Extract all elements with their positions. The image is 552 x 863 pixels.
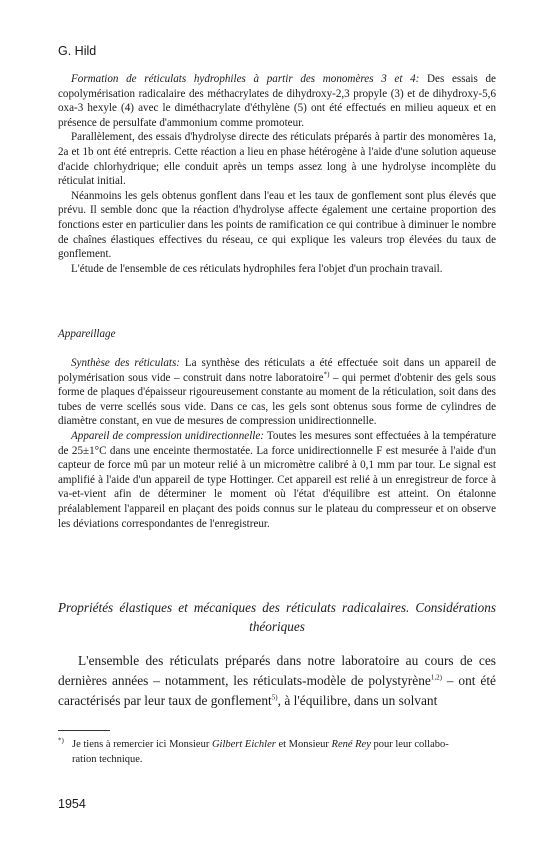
section-title-line-1: Propriétés élastiques et mécaniques des réticulats radicalaires. Considérations [58,600,496,615]
footnote-reference-mark: *) [323,369,330,378]
paragraph-formation-text: Des essais de copolymérisation radicalaire des méthacrylates de dihydroxy-2,3 propyle (3) et de dihydroxy-5,6 oxa-3 hexyle (4) avec le diméthacrylate d'éthylène (5) ont été effectués en milieu aqueux et en présence de persulfate d'ammonium comme promoteur. [58,73,496,129]
citation-ref-1-2: 1,2) [430,673,442,682]
paragraph-formation-title: Formation de réticulats hydrophiles à partir des monomères 3 et 4: [71,73,420,85]
footnote-text-3: pour leur collabo- [370,739,449,750]
footnote-text-4: ration technique. [72,753,143,765]
footnote-name-1: Gilbert Eichler [211,739,276,750]
footnote-mark: *) [58,736,64,745]
paragraph-formation [58,72,496,130]
apparatus-heading: Appareillage [58,328,116,340]
body-text-2: – ont été caractérisés par leur taux de gonflement [58,673,496,708]
paragraph-hydrolysis: Parallèlement, des essais d'hydrolyse directe des réticulats préparés à partir des monomères 1a, 2a et 1b ont été entrepris. Cette réaction a lieu en phase hétérogène à l'aide d'une solution aqueuse d'acide chlorhydrique; elle conduit après un temps assez long à une hydrolyse incomplète du réticulat initial. [58,131,496,188]
footnote [58,738,496,767]
paragraph-compression [58,429,496,531]
body-text [58,651,496,711]
paragraph-networks-characterized [58,651,496,711]
footnote-name-2: René Rey [331,739,371,750]
paragraph-synthesis-title: Synthèse des réticulats: [71,357,180,369]
apparatus-body [58,356,496,531]
section-title-line-2: théoriques [249,619,305,634]
footnote-text-2: et Monsieur [275,739,332,750]
paragraph-future-work: L'étude de l'ensemble de ces réticulats hydrophiles fera l'objet d'un prochain travail. [71,262,443,275]
paragraph-compression-title: Appareil de compression unidirectionnelle: [71,429,264,442]
paragraph-synthesis-text: La synthèse des réticulats a été effectuée soit dans un appareil de polymérisation sous vide – construit dans notre laboratoire [58,357,497,384]
paragraph-synthesis [58,356,496,429]
paragraph-compression-text: Toutes les mesures sont effectuées à la température de 25±1°C dans une enceinte thermostatée. La force unidirectionnelle F est mesurée à l'aide d'un capteur de force mû par un moteur relié à un micromètre calibré à 0,1 mm par tour. Le signal est amplifié à l'aide d'un appareil de type Hottinger. Cet appareil est relié à un enregistreur de force à va-et-vient afin de déterminer le moment où l'état d'équilibre est atteint. On étalonne préalablement l'appareil en plaçant des poids connus sur le plateau du compresseur et on observe les déviations correspondantes de l'enregistreur. [58,429,496,530]
running-header-author: G. Hild [58,44,97,58]
body-text-1: L'ensemble des réticulats préparés dans notre laboratoire au cours de ces dernières années – notamment, les réticulats-modèle de polystyrène [58,653,496,688]
paragraph-synthesis-text-2: – qui permet d'obtenir des gels sous forme de plaques d'épaisseur rigoureusement constante au moment de la réticulation, soit dans des tubes de verre scellés sous vide. Dans ce cas, les gels sont obtenus sous forme de cylindres de diamètre constant, en vue de mesures de compression unidirectionnelle. [58,371,497,428]
paragraph-swelling: Néanmoins les gels obtenus gonflent dans l'eau et les taux de gonflement sont plus élevés que prévu. Il semble donc que la réaction d'hydrolyse affecte également une certaine proportion des fonctions ester en particulier dans les points de ramification ce qui contribue à diminuer le nombre de chaînes élastiques effectives du réseau, ce qui explique les valeurs trop élevées du taux de gonflement. [58,189,496,261]
footnote-text-1: Je tiens à remercier ici Monsieur [72,739,212,750]
footnote-rule [58,730,110,731]
apparatus-section [58,327,496,342]
hydrophilic-networks-section [58,72,496,276]
section-title [58,598,496,636]
page-number: 1954 [58,797,86,811]
body-text-3: , à l'équilibre, dans un solvant [277,693,438,708]
citation-ref-5: 5) [271,693,278,702]
